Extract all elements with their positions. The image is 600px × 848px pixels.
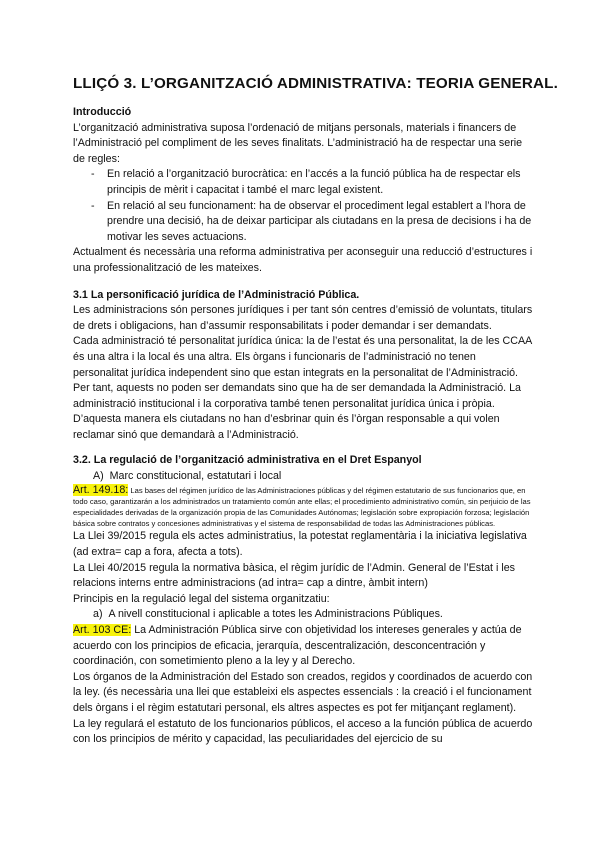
llei-39-paragraph: La Llei 39/2015 regula els actes administratius, la potestat reglamentària i la iniciativa legislativa (ad extra= cap a fora, afecta a tots). (73, 530, 527, 559)
intro-paragraph-1: L’organització administrativa suposa l’ordenació de mitjans personals, materials i financers de l’Administració pel compliment de les seves finalitats. L’administració ha de respectar una serie de regles: (73, 121, 523, 165)
section-3-2-heading: 3.2. La regulació de l’organització administrativa en el Dret Espanyol (73, 454, 422, 467)
art-149-label: Art. 149.18: (73, 483, 129, 496)
art-103-text: La Administración Pública sirve con objetividad los intereses generales y actúa de acuerdo con los principios de eficacia, jerarquía, descentralización, desconcentración y coordinación, con sometimiento pleno a la ley y al Derecho. (73, 624, 522, 668)
subsection-a-heading: A) Marc constitucional, estatutari i local (93, 470, 282, 483)
intro-heading: Introducció (73, 106, 132, 118)
section-3-1-paragraph-1: Les administracions són persones jurídiques i per tant són centres d’emissió de voluntats, titulars de drets i obligacions, han d’assumir responsabilitats i poder demandar i ser demandats. (73, 304, 533, 332)
section-3-1-heading: 3.1 La personificació jurídica de l’Administració Pública. (73, 288, 360, 301)
art-103-label: Art. 103 CE: (73, 624, 132, 637)
intro-paragraph-2: Actualment és necessària una reforma administrativa per aconseguir una reducció d’estructures i una professionalització de les mateixes. (73, 246, 533, 274)
art-149-text: Las bases del régimen jurídico de las Administraciones públicas y del régimen estatutario de sus funcionarios que, en todo caso, garantizarán a los administrados un tratamiento común ante ellas; el procedimiento administrativo común, sin perjuicio de las especialidades derivadas de la organización propia de las Comunidades Autónomas; legislación sobre expropiación forzosa; legislación básica sobre contratos y concesiones administrativas y el sistema de responsabilidad de todas las Administraciones públicas. (73, 485, 531, 529)
principis-paragraph: Principis en la regulació legal del sistema organitzatiu: (73, 592, 330, 605)
organos-paragraph: Los órganos de la Administración del Estado son creados, regidos y coordinados de acuerdo con la ley. (és necessària una llei que estableixi els aspectes essencials : la creació i el funcionament dels òrgans i el règim estatutari personal, els altres aspectes es pot fer mitjançant reglament). (73, 670, 533, 714)
item-a-heading: a) A nivell constitucional i aplicable a totes les Administracions Públiques. (93, 608, 443, 621)
section-3-1-paragraph-2: Cada administració té personalitat jurídica única: la de l’estat és una personalitat, la de les CCAA és una altra i la local és una altra. Els òrgans i funcionaris de l’administració no tenen personalitat jurídica independent sino que estan integrats en la personalitat de l’Administració. Per tant, aquests no poden ser demandats sino que ha de ser demandada la Administració. La administració institucional i la corporativa també tenen personalitat jurídica única i pròpia. D’aquesta manera els ciutadans no han d’esbrinar quin és l’òrgan responsable a qui volen reclamar sinó que demandarà a l’Administració. (73, 335, 532, 441)
lesson-title: LLIÇÓ 3. L’ORGANITZACIÓ ADMINISTRATIVA: TEORIA GENERAL. (73, 75, 558, 92)
llei-40-paragraph: La Llei 40/2015 regula la normativa bàsica, el règim jurídic de l’Admin. General de l’Estat i les relacions interns entre administracions (ad intra= cap a dintre, àmbit intern) (73, 561, 515, 590)
art-103-paragraph (73, 623, 533, 670)
intro-bullet-list (73, 167, 533, 245)
art-149-paragraph (73, 485, 533, 530)
ley-paragraph: La ley regulará el estatuto de los funcionarios públicos, el acceso a la función pública de acuerdo con los principios de mérito y capacidad, las peculiaridades del ejercicio de su (73, 717, 533, 746)
list-item: - En relació al seu funcionament: ha de observar el procediment legal establert a l’hora de prendre una decisió, ha de deixar participar als ciutadans en la presa de decisions i ha de motivar les seves actuacions. (73, 199, 533, 246)
document-body (73, 105, 533, 748)
list-item: - En relació a l’organització burocràtica: en l’accés a la funció pública ha de respectar els principis de mèrit i capacitat i també el marc legal existent. (73, 167, 533, 198)
